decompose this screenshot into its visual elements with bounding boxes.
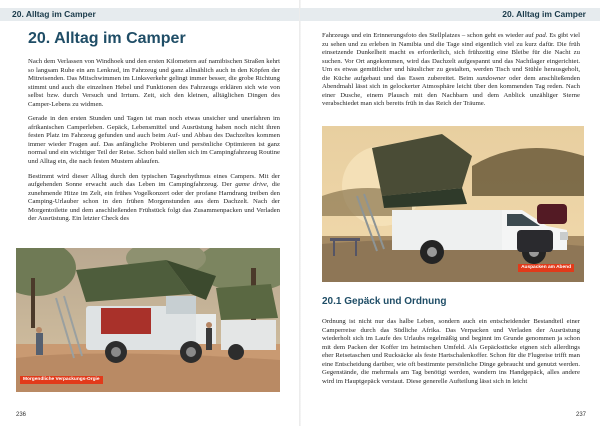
running-head-right: 20. Alltag im Camper [300,8,600,21]
paragraph: Nach dem Verlassen von Windhoek und den ersten Kilometern auf namibischen Straßen kehrt so langsam Ruhe ein am Lenkrad, im Fahrzeug und ganz allmählich auch in den Köpfen der Mitreisenden. Das Mitschwimmen im Linksverkehr gelingt immer besser, die grobe Richtung stimmt und auch die einzelnen Hebel und Funktionen des Fahrzeugs erklären sich wie von selbst bzw. durch Versuch und Irrtum. Zeit, sich den kleinen, alltäglichen Dingen des Camper-Lebens zu widmen. [28,58,280,108]
left-body-text [28,58,280,230]
paragraph: Ordnung ist nicht nur das halbe Leben, sondern auch ein entscheidender Bestandteil einer Camperreise durch das Südliche Afrika. Das Verpacken und Verladen der Ausrüstung wiederholt sich im Laufe des Urlaubs regelmäßig und beginnt im Grunde genommen ja schon mit dem Packen der Koffer im heimischen Umfeld. Als Gepäckstücke eignen sich allerdings eher Reisetaschen und Rucksäcke als feste Hartschalenkoffer. Schon für die Flugreise trifft man eine Entscheidung darüber, wie oft bestimmte persönliche Dinge gebraucht und genutzt werden. Gegenstände, die mehrmals am Tag benötigt werden, wandern ins Handgepäck, alles andere wird im Hauptgepäck verstaut. Diese generelle Aufteilung lässt sich in leicht [322,318,580,385]
camp-scene-illustration [16,248,280,392]
right-body-text [322,32,580,115]
chapter-title: 20. Alltag im Camper [28,30,186,47]
section-body-text [322,318,580,392]
page-number: 237 [575,412,586,418]
photo-caption: Auspacken am Abend [518,264,574,272]
evening-camp-illustration [322,126,584,282]
right-page [300,0,600,426]
photo-caption: Morgendliche Verpackungs-Orgie [20,376,103,384]
photo-evening-unpacking [322,126,584,282]
running-head-left: 20. Alltag im Camper [0,8,302,21]
section-title: 20.1 Gepäck und Ordnung [322,296,447,307]
paragraph: Bestimmt wird dieser Alltag durch den typischen Tagesrhythmus eines Campers. Mit der aufgehenden Sonne erwacht auch das Leben im Campingfahrzeug. Der game drive, die zunehmende Hitze im Zelt, ein frühes Vogelkonzert oder der profane Harndrang treiben den Camping-Urlauber schon in den frühen Morgenstunden aus dem Dachzelt. Nach der Morgentoilette und dem anschließenden Frühstück folgt das Zusammenpacken und Verladen der Ausrüstung. Ein letzter Check des [28,172,280,223]
paragraph: Fahrzeugs und ein Erinnerungsfoto des Stellplatzes – schon geht es wieder auf pad. Es gibt viel zu sehen und zu erleben in Namibia und die Tage sind eigentlich viel zu kurz dafür. Die früh einsetzende Dunkelheit macht es erforderlich, sich frühzeitig eine Bleibe für die Nacht zu suchen. Vor Ort angekommen, wird das Dachzelt aufgespannt und das Nachtlager eingerichtet. Um es etwas gemütlicher und häuslicher zu gestalten, werden Tisch und Stühle herausgeholt, die Küche aufgebaut und das Essen zubereitet. Beim sundowner oder dem anschließenden Abendmahl lässt sich in gelockerter Atmosphäre leicht über den kommenden Tag reden. Nach einer Dusche, einem Plausch mit den Nachbarn und dem Anblick unzähliger Sterne verabschiedet man sich bereits früh in das Reich der Träume. [322,32,580,108]
photo-morning-packing [16,248,280,392]
page-number: 236 [16,412,27,418]
paragraph: Gerade in den ersten Stunden und Tagen ist man noch etwas unsicher und unerfahren im afrikanischen Camperleben. Gepäck, Lebensmittel und Ausrüstung haben noch nicht ihren festen Platz im Fahrzeug gefunden und auch beim Auf- und Abbau des Dachzeltes kommen immer wieder Fragen auf. Das anfängliche Probieren und persönliche Optimieren ist ganz normal und ein wichtiger Teil der Reise. Schon bald stellen sich im Campingfahrzeug Routine und Alltag ein, die nach festen Mustern ablaufen. [28,115,280,166]
